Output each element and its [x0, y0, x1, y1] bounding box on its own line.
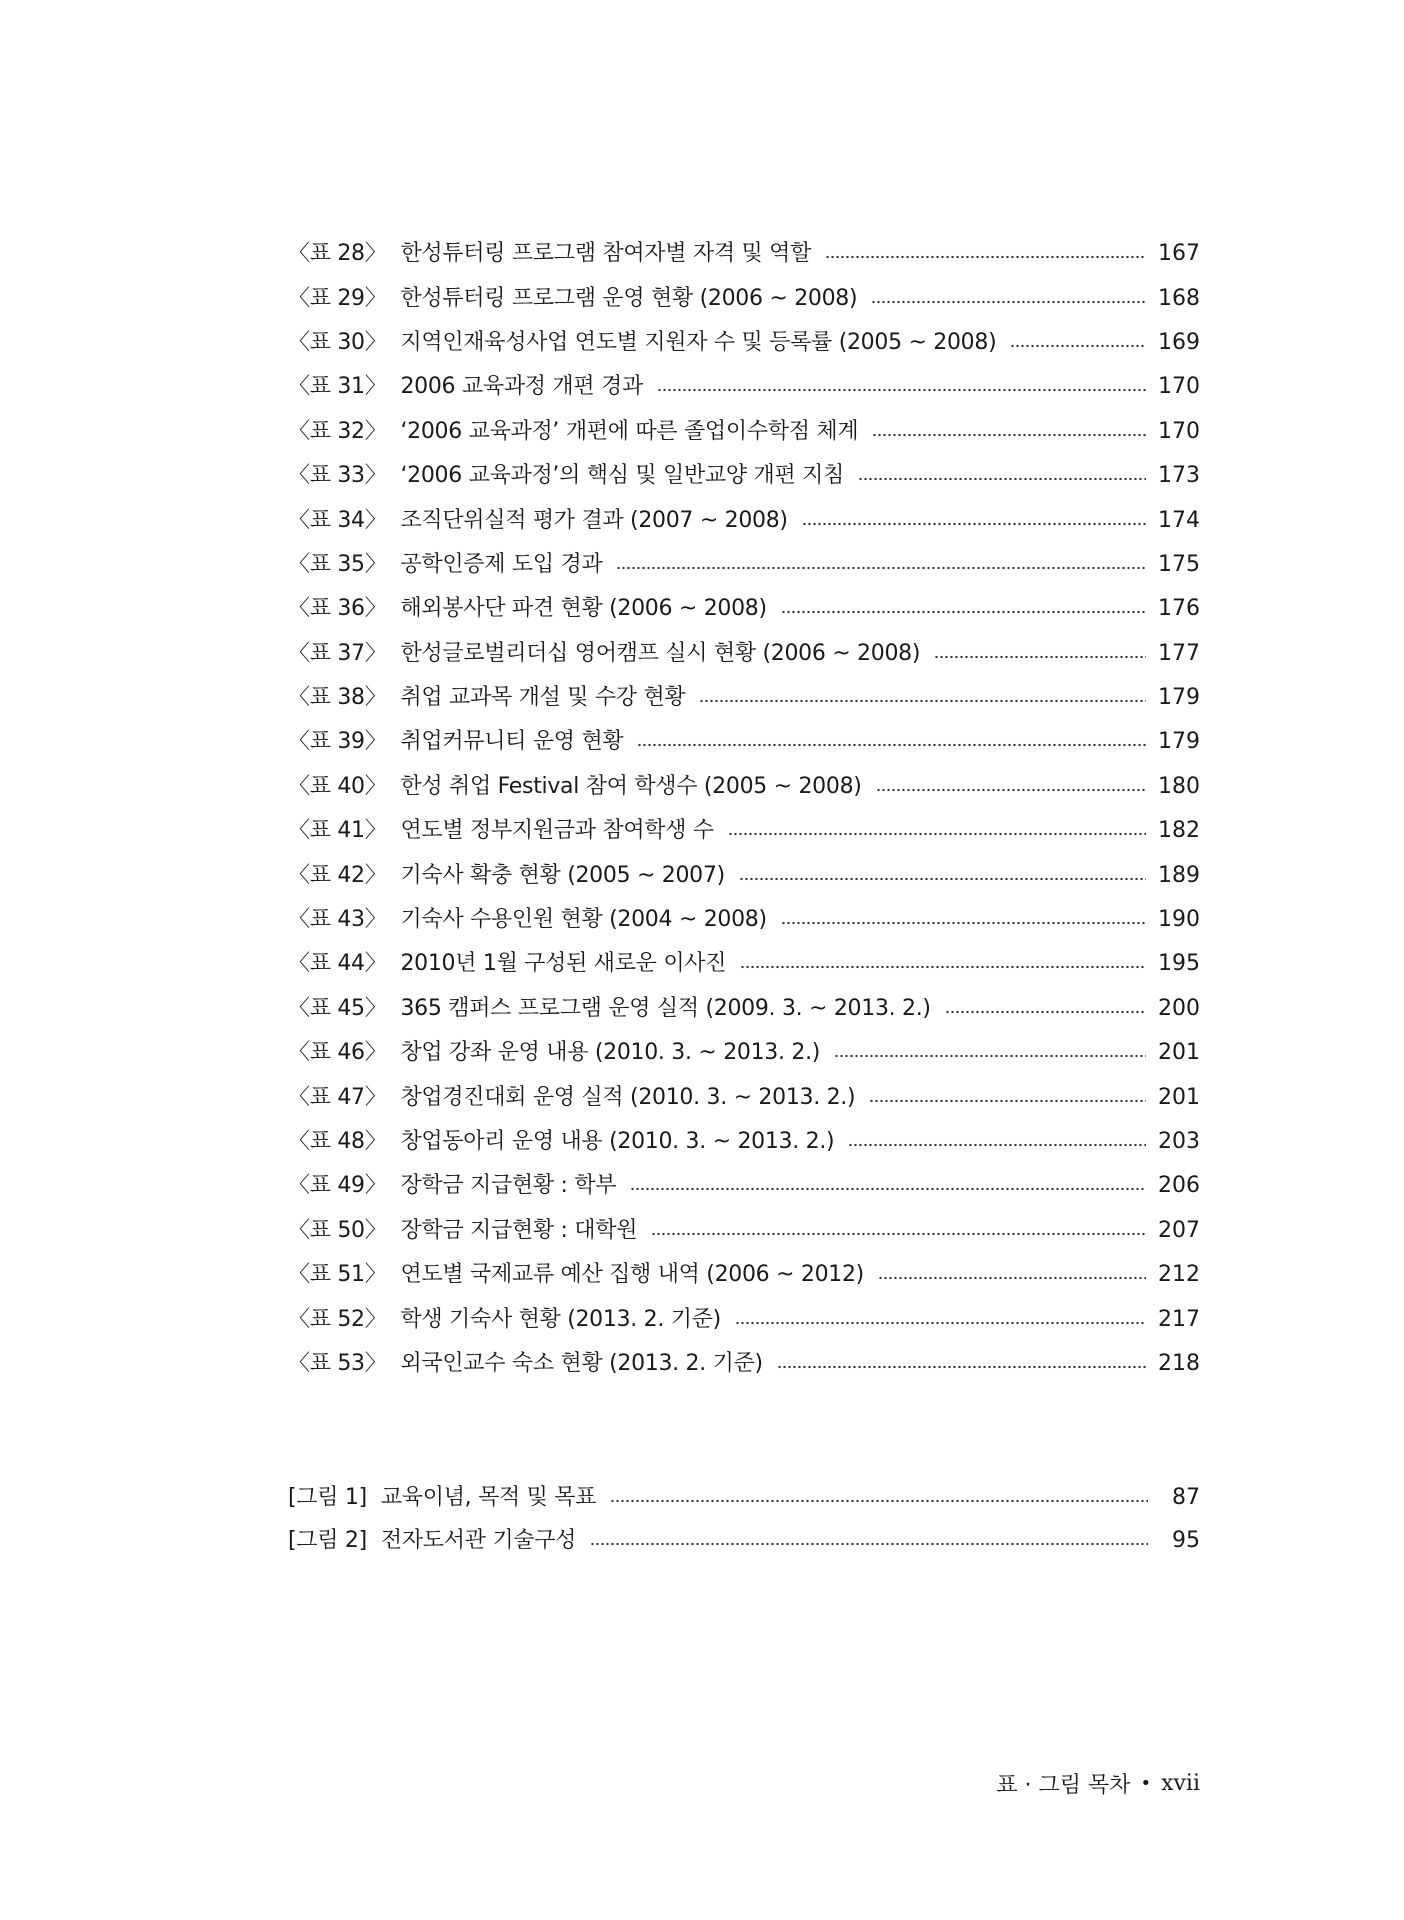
- entry-title: 2010년 1월 구성된 새로운 이사진: [400, 951, 727, 977]
- dot-leader: [934, 655, 1146, 659]
- entry-page-number: 201: [1158, 1084, 1200, 1110]
- entry-label: 〈표 28〉: [288, 241, 387, 267]
- table-entry[interactable]: [288, 1342, 1200, 1386]
- entry-title: 교육이념, 목적 및 목표: [380, 1484, 597, 1510]
- entry-page-number: 203: [1158, 1129, 1200, 1154]
- entry-page-number: 179: [1158, 729, 1200, 755]
- dot-leader: [781, 610, 1146, 614]
- table-entry[interactable]: [288, 942, 1200, 986]
- table-entry[interactable]: [288, 720, 1200, 764]
- entry-title: ‘2006 교육과정’ 개편에 따른 졸업이수학점 체계: [400, 418, 859, 444]
- table-list: [288, 232, 1200, 1386]
- dot-leader: [876, 788, 1146, 792]
- entry-title: 전자도서관 기술구성: [380, 1527, 577, 1553]
- entry-label: 〈표 33〉: [288, 463, 387, 489]
- footer-section-title: 표 · 그림 목차: [996, 1773, 1131, 1798]
- entry-label: 〈표 39〉: [288, 729, 387, 755]
- table-entry[interactable]: [288, 853, 1200, 897]
- table-entry[interactable]: [288, 365, 1200, 409]
- entry-label: 〈표 34〉: [288, 507, 387, 533]
- entry-title: 한성글로벌리더십 영어캠프 실시 현황 (2006 ~ 2008): [400, 640, 921, 666]
- entry-title: 창업 강좌 운영 내용 (2010. 3. ~ 2013. 2.): [400, 1040, 821, 1066]
- entry-title: 기숙사 확충 현황 (2005 ~ 2007): [400, 862, 725, 888]
- entry-title: 조직단위실적 평가 결과 (2007 ~ 2008): [400, 507, 788, 533]
- dot-leader: [740, 965, 1146, 969]
- table-entry[interactable]: [288, 809, 1200, 853]
- entry-label: 〈표 37〉: [288, 640, 387, 666]
- entry-label: 〈표 45〉: [288, 995, 387, 1021]
- entry-label: [그림 1]: [288, 1484, 367, 1510]
- dot-leader: [945, 1010, 1146, 1014]
- entry-label: 〈표 36〉: [288, 596, 387, 622]
- dot-leader: [825, 255, 1146, 259]
- dot-leader: [777, 1365, 1146, 1369]
- entry-page-number: 195: [1158, 951, 1200, 977]
- table-entry[interactable]: [288, 676, 1200, 720]
- entry-label: 〈표 52〉: [288, 1306, 387, 1332]
- entry-title: 연도별 정부지원금과 참여학생 수: [400, 818, 714, 844]
- entry-title: 2006 교육과정 개편 경과: [400, 374, 643, 400]
- table-entry[interactable]: [288, 587, 1200, 631]
- entry-page-number: 170: [1158, 374, 1200, 400]
- entry-title: 장학금 지급현황 : 학부: [400, 1173, 617, 1199]
- dot-leader: [871, 300, 1146, 304]
- table-entry[interactable]: [288, 632, 1200, 676]
- entry-page-number: 169: [1158, 329, 1200, 355]
- entry-label: 〈표 29〉: [288, 285, 387, 311]
- entry-title: 취업 교과목 개설 및 수강 현황: [400, 685, 686, 711]
- dot-leader: [781, 921, 1146, 925]
- figure-entry[interactable]: [288, 1519, 1200, 1562]
- dot-leader: [1010, 344, 1146, 348]
- table-entry[interactable]: [288, 1120, 1200, 1164]
- entry-page-number: 176: [1158, 596, 1200, 622]
- entry-label: 〈표 50〉: [288, 1217, 387, 1243]
- dot-leader: [590, 1542, 1148, 1546]
- entry-title: 한성 취업 Festival 참여 학생수 (2005 ~ 2008): [400, 773, 862, 799]
- dot-leader: [630, 1187, 1146, 1191]
- dot-leader: [735, 1321, 1146, 1325]
- entry-label: 〈표 46〉: [288, 1040, 387, 1066]
- entry-page-number: 167: [1158, 241, 1200, 267]
- entry-title: 한성튜터링 프로그램 운영 현황 (2006 ~ 2008): [400, 285, 858, 311]
- entry-page-number: 174: [1158, 507, 1200, 533]
- dot-leader: [872, 433, 1146, 437]
- entry-label: 〈표 51〉: [288, 1262, 387, 1288]
- entry-label: 〈표 35〉: [288, 551, 387, 577]
- entry-page-number: 189: [1158, 862, 1200, 888]
- entry-title: ‘2006 교육과정’의 핵심 및 일반교양 개편 지침: [400, 463, 845, 489]
- entry-label: 〈표 47〉: [288, 1084, 387, 1110]
- entry-label: [그림 2]: [288, 1527, 367, 1553]
- dot-leader: [699, 699, 1146, 703]
- table-entry[interactable]: [288, 498, 1200, 542]
- table-entry[interactable]: [288, 232, 1200, 276]
- bullet-icon: •: [1140, 1773, 1152, 1794]
- entry-title: 취업커뮤니티 운영 현황: [400, 729, 624, 755]
- entry-page-number: 207: [1158, 1217, 1200, 1243]
- entry-page-number: 177: [1158, 640, 1200, 666]
- dot-leader: [728, 832, 1146, 836]
- dot-leader: [802, 522, 1146, 526]
- dot-leader: [858, 477, 1146, 481]
- figure-list: [288, 1476, 1200, 1562]
- table-entry[interactable]: [288, 410, 1200, 454]
- table-entry[interactable]: [288, 1209, 1200, 1253]
- entry-label: 〈표 40〉: [288, 773, 387, 799]
- dot-leader: [657, 388, 1146, 392]
- dot-leader: [637, 743, 1146, 747]
- entry-label: 〈표 48〉: [288, 1129, 387, 1154]
- page-footer: [996, 1768, 1200, 1799]
- entry-page-number: 218: [1158, 1350, 1200, 1376]
- entry-title: 365 캠퍼스 프로그램 운영 실적 (2009. 3. ~ 2013. 2.): [400, 995, 931, 1021]
- entry-title: 지역인재육성사업 연도별 지원자 수 및 등록률 (2005 ~ 2008): [400, 329, 997, 355]
- entry-title: 해외봉사단 파견 현황 (2006 ~ 2008): [400, 596, 767, 622]
- entry-page-number: 170: [1158, 418, 1200, 444]
- entry-page-number: 190: [1158, 907, 1200, 933]
- entry-title: 한성튜터링 프로그램 참여자별 자격 및 역할: [400, 241, 812, 267]
- table-entry[interactable]: [288, 276, 1200, 320]
- entry-label: 〈표 44〉: [288, 951, 387, 977]
- entry-title: 창업동아리 운영 내용 (2010. 3. ~ 2013. 2.): [400, 1129, 835, 1154]
- figure-entry[interactable]: [288, 1476, 1200, 1519]
- entry-title: 장학금 지급현황 : 대학원: [400, 1217, 638, 1243]
- entry-title: 기숙사 수용인원 현황 (2004 ~ 2008): [400, 907, 767, 933]
- entry-title: 창업경진대회 운영 실적 (2010. 3. ~ 2013. 2.): [400, 1084, 856, 1110]
- entry-page-number: 182: [1158, 818, 1200, 844]
- table-entry[interactable]: [288, 1031, 1200, 1075]
- table-entry[interactable]: [288, 987, 1200, 1031]
- table-entry[interactable]: [288, 543, 1200, 587]
- entry-page-number: 180: [1158, 773, 1200, 799]
- entry-label: 〈표 31〉: [288, 374, 387, 400]
- entry-page-number: 168: [1158, 285, 1200, 311]
- entry-label: 〈표 38〉: [288, 685, 387, 711]
- table-entry[interactable]: [288, 1253, 1200, 1297]
- entry-title: 공학인증제 도입 경과: [400, 551, 603, 577]
- dot-leader: [739, 877, 1146, 881]
- table-entry[interactable]: [288, 898, 1200, 942]
- table-entry[interactable]: [288, 1075, 1200, 1119]
- entry-page-number: 217: [1158, 1306, 1200, 1332]
- table-entry[interactable]: [288, 1297, 1200, 1341]
- entry-page-number: 95: [1172, 1527, 1200, 1553]
- dot-leader: [848, 1143, 1146, 1147]
- entry-page-number: 175: [1158, 551, 1200, 577]
- entry-label: 〈표 53〉: [288, 1350, 387, 1376]
- table-entry[interactable]: [288, 321, 1200, 365]
- entry-page-number: 212: [1158, 1262, 1200, 1288]
- entry-page-number: 201: [1158, 1040, 1200, 1066]
- entry-title: 학생 기숙사 현황 (2013. 2. 기준): [400, 1306, 721, 1332]
- dot-leader: [616, 566, 1146, 570]
- entry-label: 〈표 42〉: [288, 862, 387, 888]
- entry-page-number: 179: [1158, 685, 1200, 711]
- dot-leader: [869, 1099, 1146, 1103]
- entry-page-number: 200: [1158, 995, 1200, 1021]
- entry-page-number: 87: [1172, 1484, 1200, 1510]
- entry-label: 〈표 32〉: [288, 418, 387, 444]
- entry-title: 외국인교수 숙소 현황 (2013. 2. 기준): [400, 1350, 763, 1376]
- entry-page-number: 173: [1158, 463, 1200, 489]
- dot-leader: [610, 1499, 1148, 1503]
- entry-label: 〈표 49〉: [288, 1173, 387, 1199]
- table-entry[interactable]: [288, 454, 1200, 498]
- entry-page-number: 206: [1158, 1173, 1200, 1199]
- table-entry[interactable]: [288, 765, 1200, 809]
- footer-page-number: xvii: [1161, 1771, 1200, 1796]
- entry-label: 〈표 30〉: [288, 329, 387, 355]
- dot-leader: [834, 1054, 1146, 1058]
- dot-leader: [651, 1232, 1146, 1236]
- entry-title: 연도별 국제교류 예산 집행 내역 (2006 ~ 2012): [400, 1262, 864, 1288]
- entry-label: 〈표 43〉: [288, 907, 387, 933]
- dot-leader: [878, 1276, 1146, 1280]
- entry-label: 〈표 41〉: [288, 818, 387, 844]
- table-entry[interactable]: [288, 1164, 1200, 1208]
